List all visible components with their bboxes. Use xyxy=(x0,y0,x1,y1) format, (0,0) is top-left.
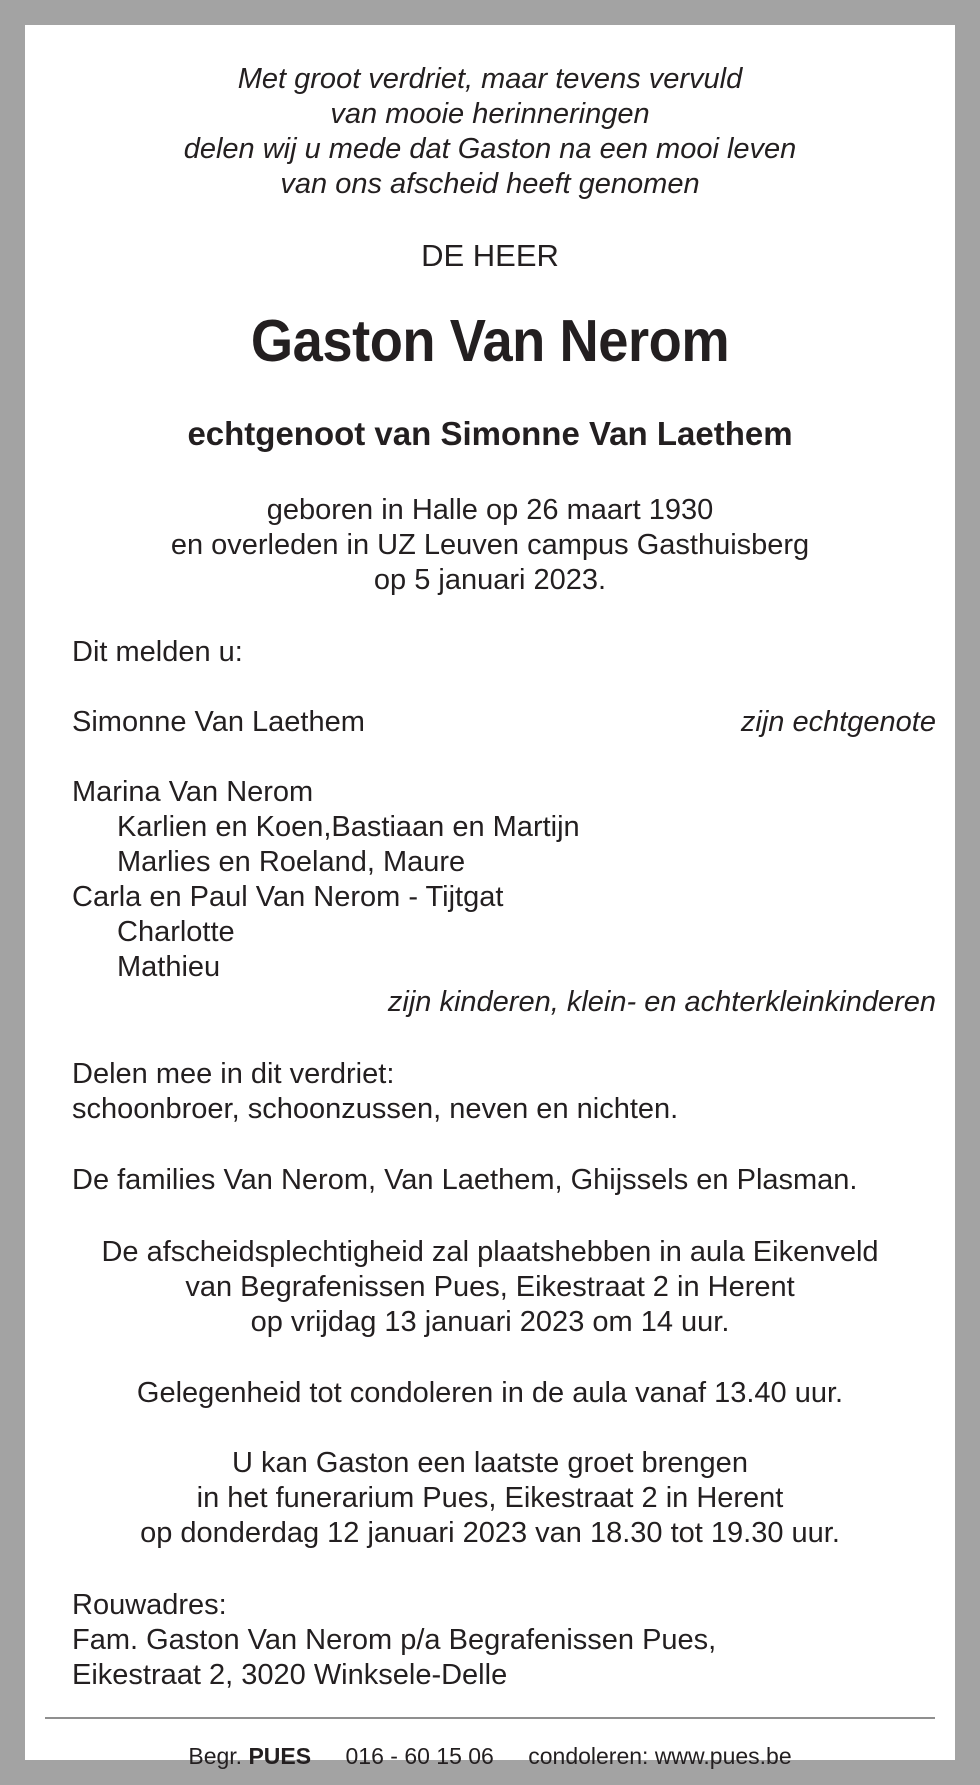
spouse-name: Simonne Van Laethem xyxy=(72,706,365,738)
visit-line: U kan Gaston een laatste groet brengen xyxy=(232,1447,748,1479)
family-grandchild: Marlies en Roeland, Maure xyxy=(117,846,466,878)
deceased-name: Gaston Van Nerom xyxy=(250,308,730,374)
family-grandchild: Mathieu xyxy=(117,951,221,983)
intro-line: van mooie herinneringen xyxy=(330,98,650,130)
life-line: geboren in Halle op 26 maart 1930 xyxy=(266,494,714,526)
family-child: Carla en Paul Van Nerom - Tijtgat xyxy=(72,881,504,913)
footer-divider xyxy=(45,1717,935,1719)
notice-card xyxy=(22,22,958,1769)
life-line: en overleden in UZ Leuven campus Gasthuisberg xyxy=(170,529,810,561)
footer-brand: PUES xyxy=(248,1743,312,1769)
address-line: Rouwadres: xyxy=(72,1589,227,1621)
intro-line: Met groot verdriet, maar tevens vervuld xyxy=(237,63,743,95)
intro-line: van ons afscheid heeft genomen xyxy=(280,168,700,200)
families-line: De families Van Nerom, Van Laethem, Ghijssels en Plasman. xyxy=(72,1164,858,1196)
ceremony-line: De afscheidsplechtigheid zal plaatshebben in aula Eikenveld xyxy=(101,1236,879,1268)
footer-prefix: Begr. xyxy=(188,1743,243,1769)
spouse-line: echtgenoot van Simonne Van Laethem xyxy=(187,415,793,452)
intro-line: delen wij u mede dat Gaston na een mooi leven xyxy=(183,133,797,165)
funeral-home xyxy=(188,1743,311,1769)
family-child: Marina Van Nerom xyxy=(72,776,314,808)
footer-phone: 016 - 60 15 06 xyxy=(345,1743,494,1769)
footer xyxy=(25,1741,955,1771)
share-line: schoonbroer, schoonzussen, neven en nichten. xyxy=(72,1093,679,1125)
ceremony-line: van Begrafenissen Pues, Eikestraat 2 in Herent xyxy=(185,1271,795,1303)
family-grandchild: Karlien en Koen,Bastiaan en Martijn xyxy=(117,811,580,843)
ceremony-line: op vrijdag 13 januari 2023 om 14 uur. xyxy=(250,1306,730,1338)
share-line: Delen mee in dit verdriet: xyxy=(72,1058,395,1090)
family-relation: zijn kinderen, klein- en achterkleinkinderen xyxy=(387,986,936,1018)
honorific: DE HEER xyxy=(421,238,559,273)
footer-condolences: condoleren: www.pues.be xyxy=(528,1743,792,1769)
condolence-line: Gelegenheid tot condoleren in de aula vanaf 13.40 uur. xyxy=(136,1377,844,1409)
address-line: Fam. Gaston Van Nerom p/a Begrafenissen Pues, xyxy=(72,1624,717,1656)
visit-line: in het funerarium Pues, Eikestraat 2 in Herent xyxy=(196,1482,784,1514)
announce: Dit melden u: xyxy=(72,636,243,668)
life-line: op 5 januari 2023. xyxy=(373,564,607,596)
spouse-relation: zijn echtgenote xyxy=(740,706,936,738)
family-grandchild: Charlotte xyxy=(117,916,235,948)
address-line: Eikestraat 2, 3020 Winksele-Delle xyxy=(72,1659,508,1691)
visit-line: op donderdag 12 januari 2023 van 18.30 tot 19.30 uur. xyxy=(140,1517,840,1549)
